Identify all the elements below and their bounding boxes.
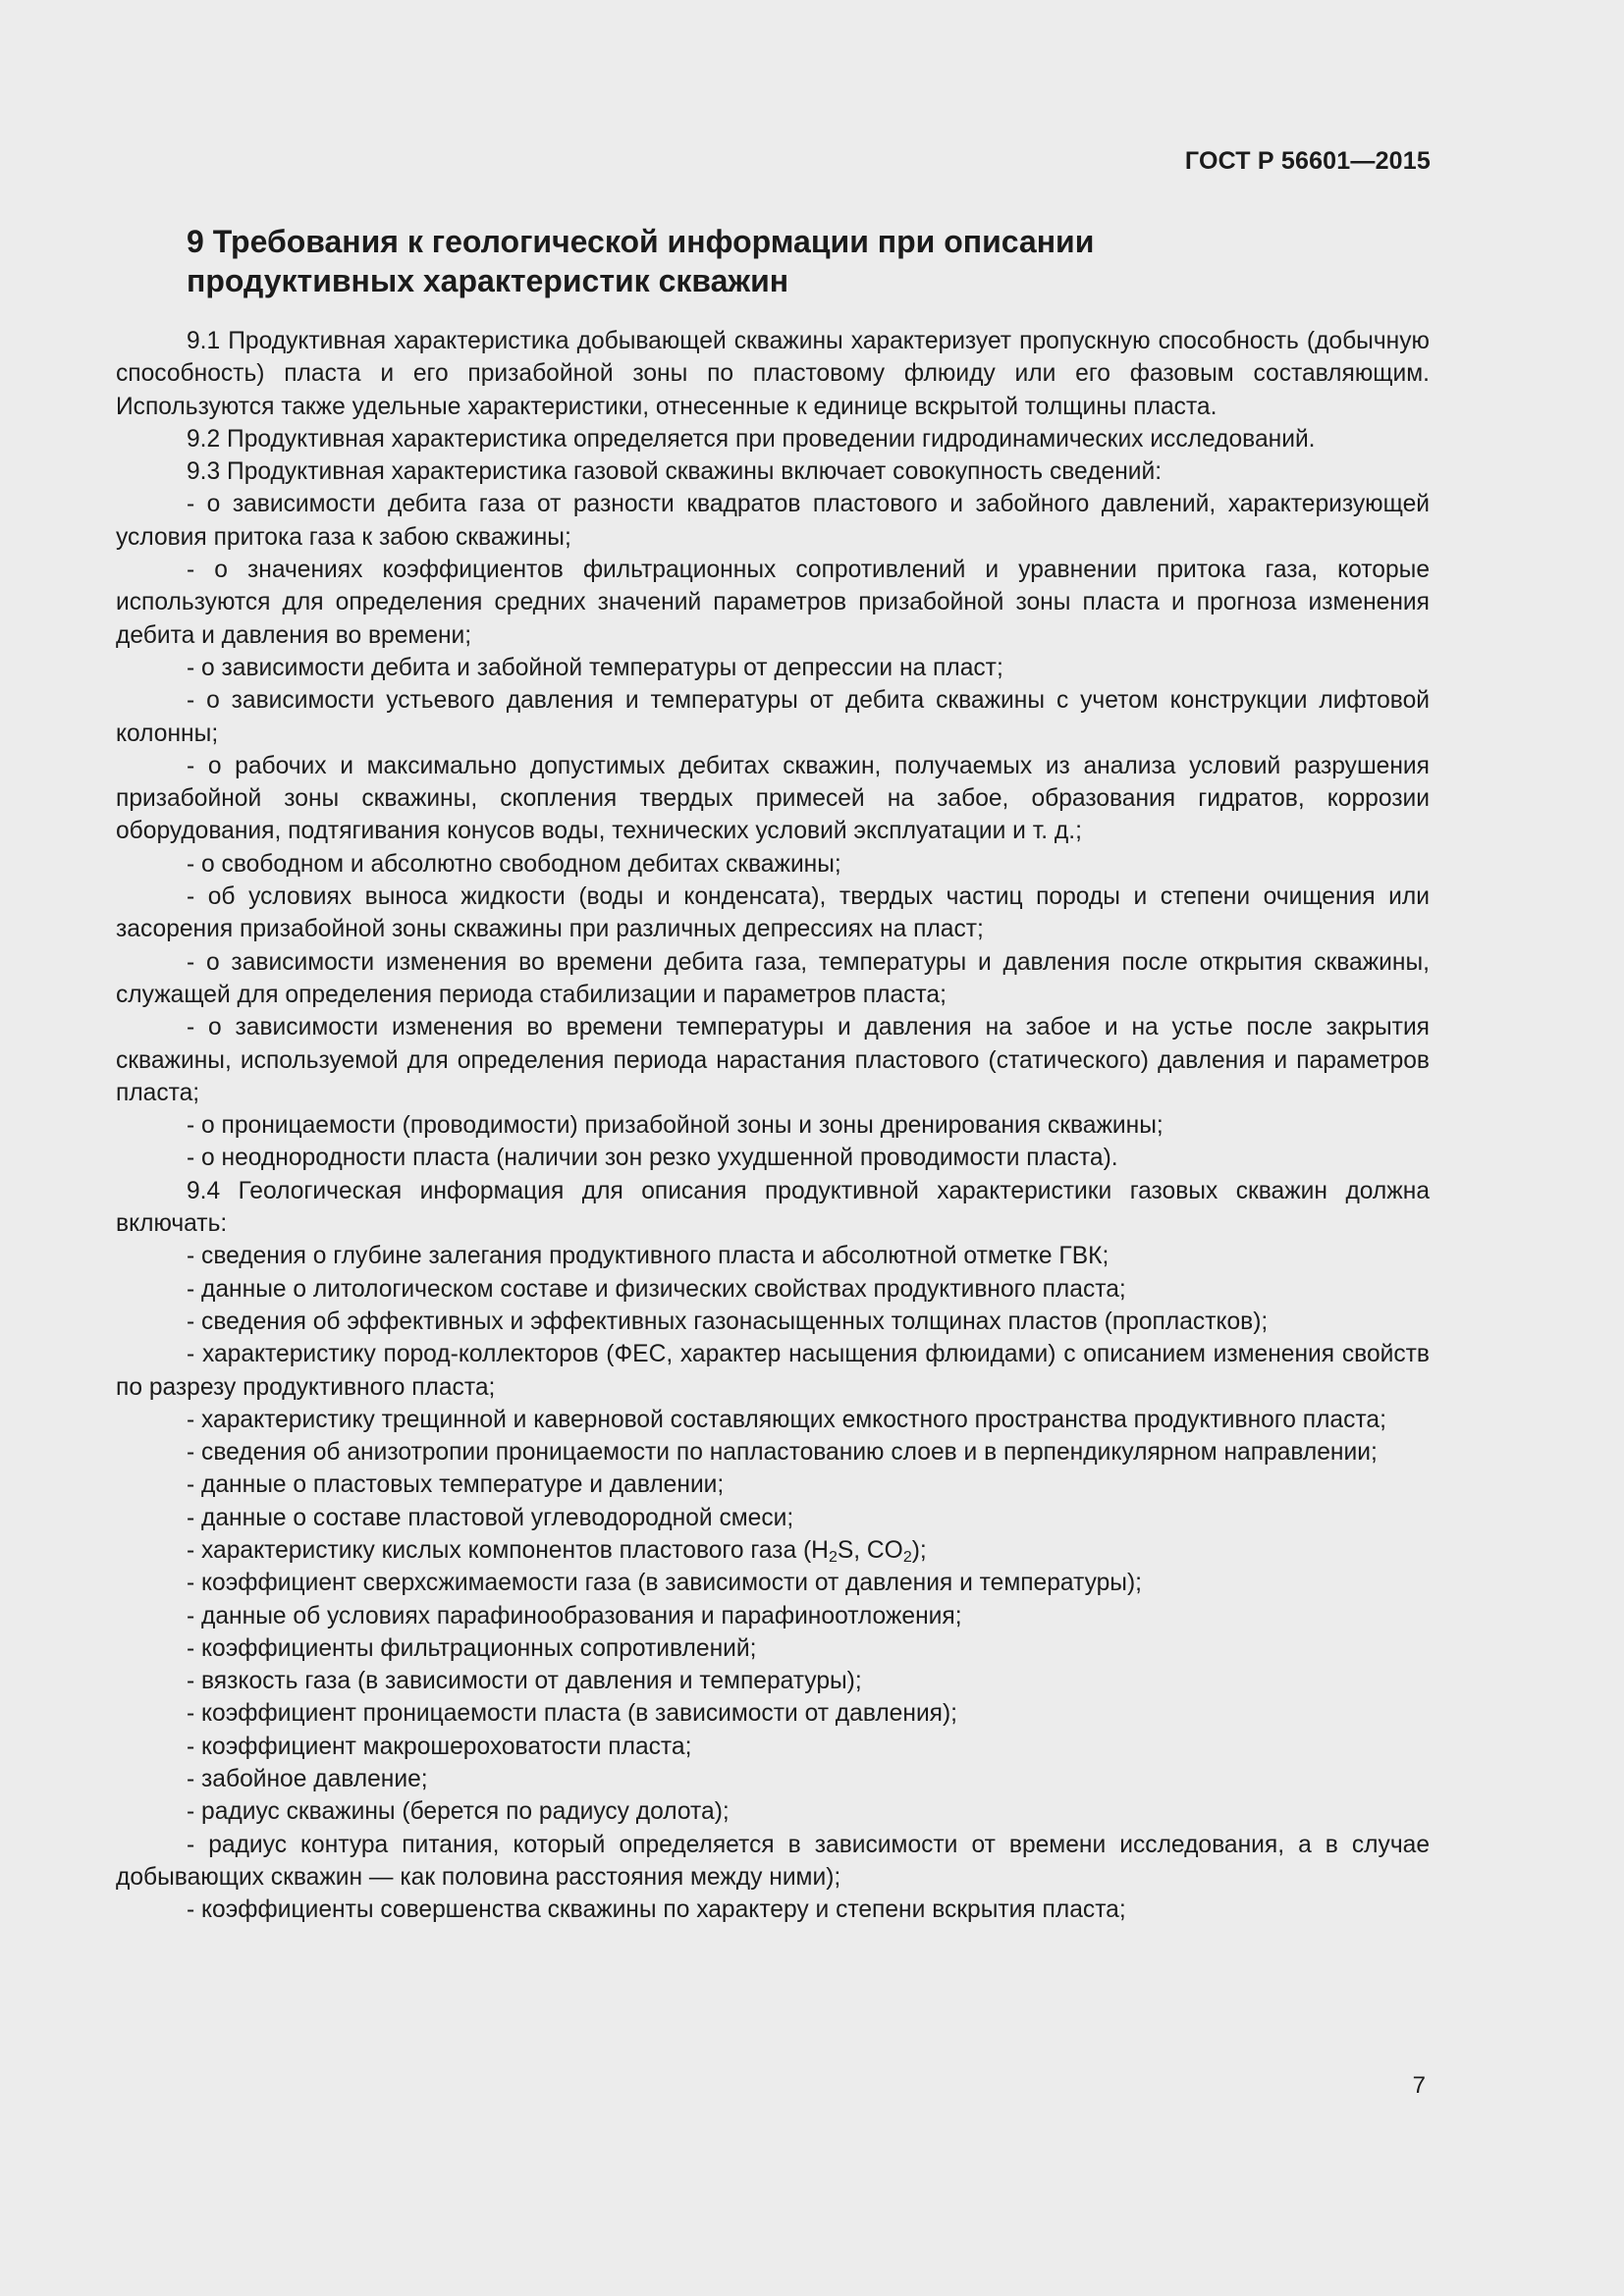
list-item: - данные о литологическом составе и физических свойствах продуктивного пласта; xyxy=(187,1275,1126,1303)
list-item: - о зависимости изменения во времени дебита газа, температуры и давления после открытия скважины, служащей для определения периода стабилизации и параметров пласта; xyxy=(116,948,1430,1008)
list-item: - о значениях коэффициентов фильтрационных сопротивлений и уравнении притока газа, которые используются для определения средних значений параметров призабойной зоны пласта и прогноза изменения дебита и давления во времени; xyxy=(116,557,1430,649)
list-item: - коэффициенты совершенства скважины по характеру и степени вскрытия пласта; xyxy=(187,1896,1126,1924)
list-item: - радиус контура питания, который определяется в зависимости от времени исследования, а в случае добывающих скважин — как половина расстояния между ними); xyxy=(116,1831,1430,1891)
paragraph-9-2: 9.2 Продуктивная характеристика определяется при проведении гидродинамических исследований. xyxy=(187,425,1316,453)
list-item: - коэффициенты фильтрационных сопротивлений; xyxy=(187,1634,757,1662)
document-body xyxy=(116,325,1430,1927)
list-item: - данные о составе пластовой углеводородной смеси; xyxy=(187,1504,794,1531)
formula-s: S, xyxy=(837,1536,867,1564)
list-item: - данные об условиях парафинообразования и парафиноотложения; xyxy=(187,1602,962,1629)
list-item: - характеристику пород-коллекторов (ФЕС, характер насыщения флюидами) с описанием изменения свойств по разрезу продуктивного пласта; xyxy=(116,1341,1430,1401)
list-item: - о свободном и абсолютно свободном дебитах скважины; xyxy=(187,850,841,878)
list-item: - сведения о глубине залегания продуктивного пласта и абсолютной отметке ГВК; xyxy=(187,1243,1110,1270)
formula-h-subscript: 2 xyxy=(828,1548,838,1566)
list-item: - вязкость газа (в зависимости от давления и температуры); xyxy=(187,1668,862,1695)
list-item: - коэффициент проницаемости пласта (в зависимости от давления); xyxy=(187,1700,958,1728)
list-item: - сведения об эффективных и эффективных газонасыщенных толщинах пластов (пропластков); xyxy=(187,1308,1269,1335)
list-item: - о зависимости дебита газа от разности квадратов пластового и забойного давлений, характеризующей условия притока газа к забою скважины; xyxy=(116,491,1430,551)
formula-prefix: - характеристику кислых компонентов пластового газа ( xyxy=(187,1536,812,1564)
formula-h: H xyxy=(811,1536,829,1564)
list-item: - о проницаемости (проводимости) призабойной зоны и зоны дренирования скважины; xyxy=(187,1112,1164,1140)
list-item: - о неоднородности пласта (наличии зон резко ухудшенной проводимости пласта). xyxy=(187,1145,1118,1172)
list-item: - характеристику трещинной и каверновой составляющих емкостного пространства продуктивного пласта; xyxy=(187,1406,1386,1433)
section-title-line-2: продуктивных характеристик скважин xyxy=(187,263,789,298)
list-item: - сведения об анизотропии проницаемости по напластованию слоев и в перпендикулярном направлении; xyxy=(187,1439,1378,1467)
list-item: - о рабочих и максимально допустимых дебитах скважин, получаемых из анализа условий разрушения призабойной зоны скважины, скопления твердых примесей на забое, образования гидратов, коррозии оборудования, подтягивания конусов воды, технических условий эксплуатации и т. д.; xyxy=(116,752,1430,845)
formula-co-subscript: 2 xyxy=(902,1548,912,1566)
section-title xyxy=(187,222,1267,300)
formula-suffix: ); xyxy=(911,1536,927,1564)
list-item: - о зависимости изменения во времени температуры и давления на забое и на устье после закрытия скважины, используемой для определения периода нарастания пластового (статического) давления и параметров пласта; xyxy=(116,1014,1430,1106)
section-title-line-1: 9 Требования к геологической информации при описании xyxy=(187,224,1095,259)
list-item: - радиус скважины (берется по радиусу долота); xyxy=(187,1798,730,1826)
list-item: - данные о пластовых температуре и давлении; xyxy=(187,1471,725,1499)
list-item: - о зависимости дебита и забойной температуры от депрессии на пласт; xyxy=(187,654,1003,681)
formula-co: CO xyxy=(866,1536,903,1564)
list-item: - коэффициент сверхсжимаемости газа (в зависимости от давления и температуры); xyxy=(187,1570,1142,1597)
standard-id-header: ГОСТ Р 56601—2015 xyxy=(1184,147,1431,175)
list-item: - коэффициент макрошероховатости пласта; xyxy=(187,1733,692,1760)
paragraph-9-4: 9.4 Геологическая информация для описания продуктивной характеристики газовых скважин должна включать: xyxy=(116,1177,1430,1238)
page-number: 7 xyxy=(1412,2072,1426,2099)
paragraph-9-3: 9.3 Продуктивная характеристика газовой скважины включает совокупность сведений: xyxy=(187,458,1163,486)
list-item-acid-components xyxy=(116,1534,1430,1567)
paragraph-9-1: 9.1 Продуктивная характеристика добывающей скважины характеризует пропускную способность (добычную способность) пласта и его призабойной зоны по пластовому флюиду или его фазовым составляющим. Используются также удельные характеристики, отнесенные к единице вскрытой толщины пласта. xyxy=(116,328,1430,420)
list-item: - о зависимости устьевого давления и температуры от дебита скважины с учетом конструкции лифтовой колонны; xyxy=(116,687,1430,747)
list-item: - об условиях выноса жидкости (воды и конденсата), твердых частиц породы и степени очищения или засорения призабойной зоны скважины при различных депрессиях на пласт; xyxy=(116,883,1430,943)
list-item: - забойное давление; xyxy=(187,1766,428,1793)
